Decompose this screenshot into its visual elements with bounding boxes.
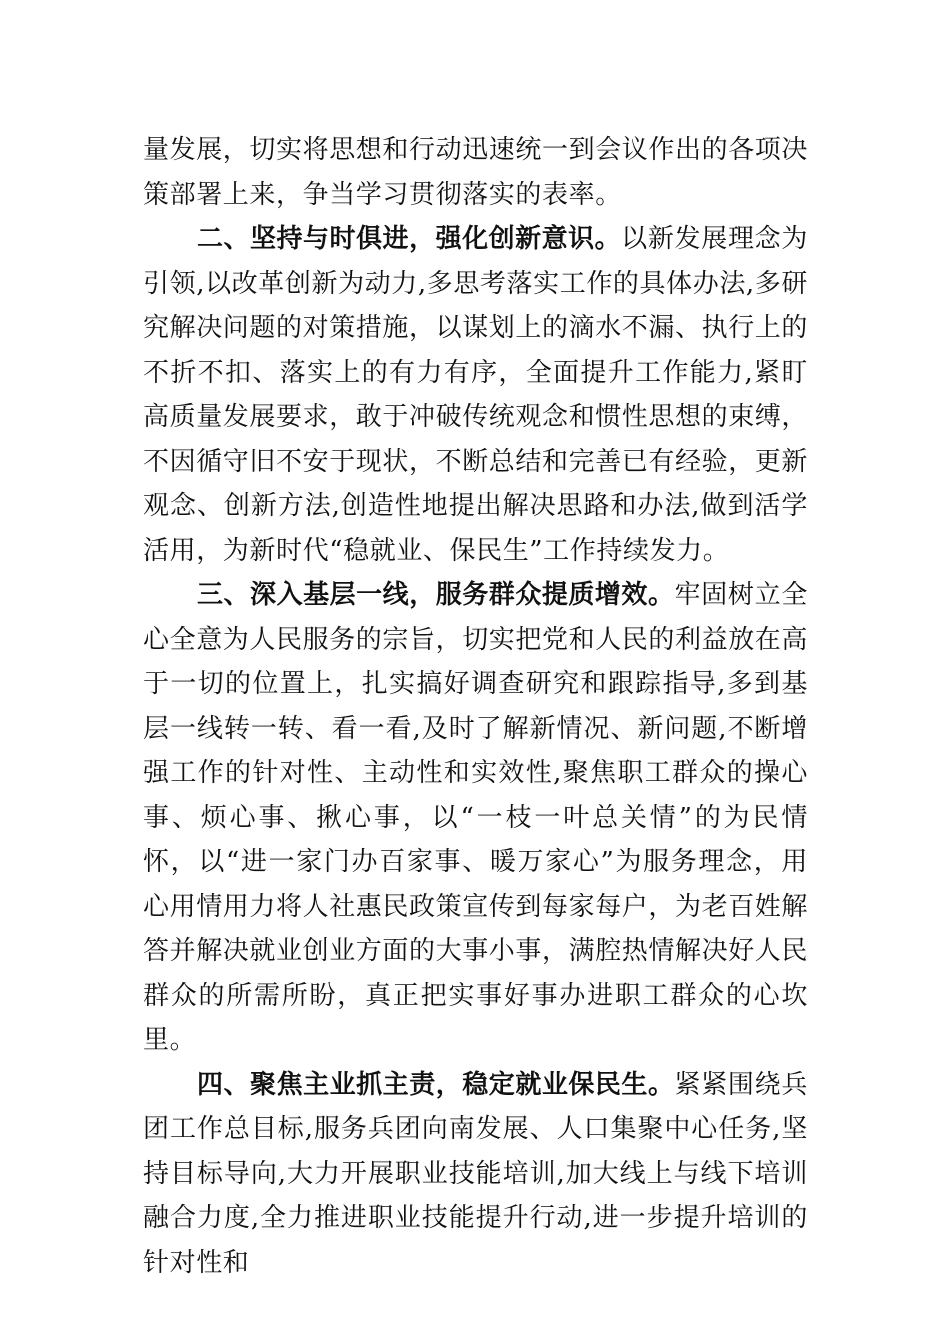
section-heading: 四、聚焦主业抓主责，稳定就业保民生。 — [197, 1069, 675, 1100]
document-body — [143, 128, 808, 1285]
paragraph-text: 量发展，切实将思想和行动迅速统一到会议作出的各项决策部署上来，争当学习贯彻落实的表率。 — [143, 135, 809, 210]
paragraph-text: 以新发展理念为引领,以改革创新为动力,多思考落实工作的具体办法,多研究解决问题的对策措施，以谋划上的滴水不漏、执行上的不折不扣、落实上的有力有序，全面提升工作能力,紧盯高质量发展要求，敢于冲破传统观念和惯性思想的束缚，不因循守旧不安于现状，不断总结和完善已有经验，更新观念、创新方法,创造性地提出解决思路和办法,做到活学活用，为新时代“稳就业、保民生”工作持续发力。 — [143, 224, 809, 566]
paragraph-section-2 — [143, 217, 808, 573]
section-heading: 二、坚持与时俱进，强化创新意识。 — [197, 224, 622, 254]
section-heading: 三、深入基层一线，服务群众提质增效。 — [197, 580, 675, 610]
paragraph-section-3 — [143, 573, 808, 1063]
paragraph-continuation — [143, 128, 808, 217]
paragraph-section-4 — [143, 1063, 808, 1286]
paragraph-text: 牢固树立全心全意为人民服务的宗旨，切实把党和人民的利益放在高于一切的位置上，扎实搞好调查研究和跟踪指导,多到基层一线转一转、看一看,及时了解新情况、新问题,不断增强工作的针对性、主动性和实效性,聚焦职工群众的操心事、烦心事、揪心事，以“一枝一叶总关情”的为民情怀，以“进一家门办百家事、暖万家心”为服务理念，用心用情用力将人社惠民政策宣传到每家每户，为老百姓解答并解决就业创业方面的大事小事，满腔热情解决好人民群众的所需所盼，真正把实事好事办进职工群众的心坎里。 — [143, 580, 809, 1055]
paragraph-text: 紧紧围绕兵团工作总目标,服务兵团向南发展、人口集聚中心任务,坚持目标导向,大力开展职业技能培训,加大线上与线下培训融合力度,全力推进职业技能提升行动,进一步提升培训的针对性和 — [143, 1069, 808, 1278]
